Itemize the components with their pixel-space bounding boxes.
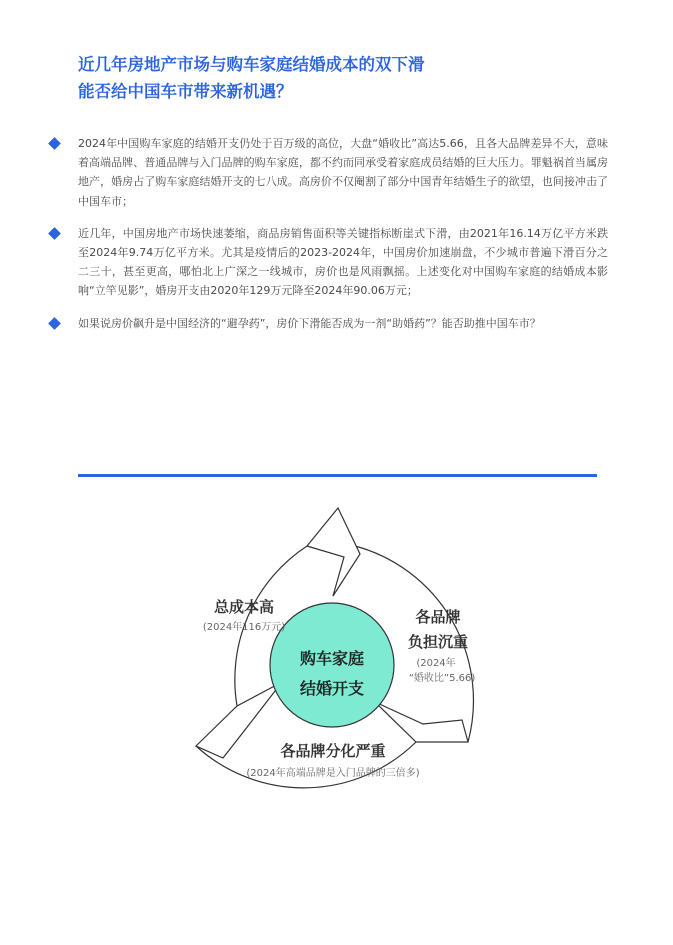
cycle-arrow-top — [307, 508, 360, 596]
center-label-line-1: 购车家庭 — [299, 649, 365, 668]
cycle-arrow-right — [375, 702, 468, 742]
right-label-note-2: “婚收比”5.66) — [408, 673, 476, 684]
cycle-arrow-left — [196, 682, 282, 758]
bullet-text: 近几年，中国房地产市场快速萎缩，商品房销售面积等关键指标断崖式下滑，由2021年16.14万亿平方米跌至2024年9.74万亿平方米。尤其是疫情后的2023-2024年，中国房价加速崩盘，不少城市普遍下滑百分之二三十，甚至更高，哪怕北上广深之一线城市，房价也是风雨飘摇。上述变化对中国购车家庭的结婚成本影响“立竿见影”，婚房开支由2020年129万元降至2024年90.06万元； — [78, 226, 608, 298]
title-line-2: 能否给中国车市带来新机遇？ — [78, 82, 293, 101]
left-label-title: 总成本高 — [213, 598, 275, 616]
bottom-label-note: (2024年高端品牌是入门品牌的三倍多) — [246, 768, 420, 779]
right-label-note-1: (2024年 — [416, 658, 456, 669]
bottom-label-title: 各品牌分化严重 — [280, 742, 386, 760]
bullet-text: 如果说房价飙升是中国经济的“避孕药”，房价下滑能否成为一剂“助婚药”？能否助推中国车市？ — [78, 316, 541, 330]
bullet-text: 2024年中国购车家庭的结婚开支仍处于百万级的高位，大盘“婚收比”高达5.66，且各大品牌差异不大，意味着高端品牌、普通品牌与入门品牌的购车家庭，都不约而同承受着家庭成员结婚的巨大压力。罪魁祸首当属房地产，婚房占了购车家庭结婚开支的七八成。高房价不仅阉割了部分中国青年结婚生子的欲望，也间接冲击了中国车市； — [78, 137, 608, 208]
title-line-1: 近几年房地产市场与购车家庭结婚成本的双下滑 — [78, 55, 425, 74]
center-label-line-2: 结婚开支 — [299, 679, 365, 698]
left-label-note: (2024年116万元) — [202, 622, 286, 633]
right-label-title-1: 各品牌 — [415, 608, 461, 626]
right-label-title-2: 负担沉重 — [407, 633, 469, 651]
